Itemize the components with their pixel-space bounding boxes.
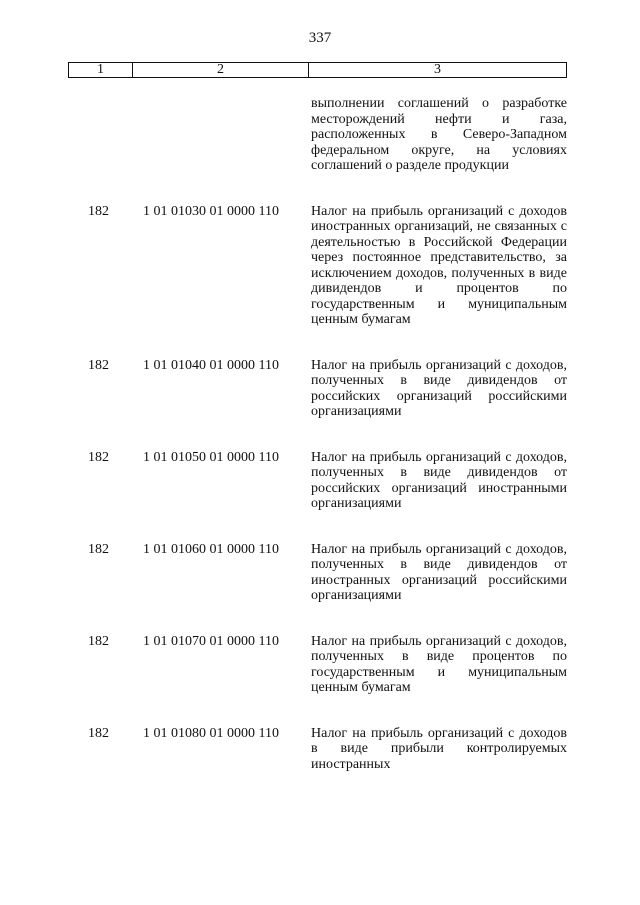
table-header: [68, 62, 567, 78]
income-description: Налог на прибыль организаций с доходов, полученных в виде дивидендов от российских организаций иностранными организациями: [311, 449, 567, 511]
budget-code: 1 01 01050 01 0000 110: [143, 449, 279, 465]
income-description: Налог на прибыль организаций с доходов, полученных в виде процентов по государственным и муниципальным ценным бумагам: [311, 633, 567, 695]
table-row: [0, 358, 640, 420]
table-row: [0, 634, 640, 696]
page-number: 337: [308, 30, 332, 46]
header-col-1: 1: [69, 63, 133, 77]
header-col-3: 3: [434, 62, 441, 77]
admin-code: 182: [88, 449, 109, 465]
admin-code: 182: [88, 725, 109, 741]
table-body: [0, 96, 640, 772]
header-col-2: 2: [133, 63, 309, 77]
budget-code: 1 01 01080 01 0000 110: [143, 725, 279, 741]
table-row: [0, 542, 640, 604]
budget-code: 1 01 01040 01 0000 110: [143, 357, 279, 373]
table-row: [0, 726, 640, 773]
budget-code: 1 01 01070 01 0000 110: [143, 633, 279, 649]
income-description: Налог на прибыль организаций с доходов, полученных в виде дивидендов от иностранных организаций российскими организациями: [311, 541, 567, 603]
admin-code: 182: [88, 357, 109, 373]
table-row: [0, 204, 640, 328]
admin-code: 182: [88, 541, 109, 557]
income-description: Налог на прибыль организаций с доходов иностранных организаций, не связанных с деятельностью в Российской Федерации через постоянное представительство, за исключением доходов, полученных в виде дивидендов и процентов по государственным и муниципальным ценным бумагам: [311, 203, 567, 327]
budget-code: 1 01 01030 01 0000 110: [143, 203, 279, 219]
admin-code: 182: [88, 633, 109, 649]
table-row: [0, 450, 640, 512]
budget-code: 1 01 01060 01 0000 110: [143, 541, 279, 557]
income-description: Налог на прибыль организаций с доходов, полученных в виде дивидендов от российских организаций российскими организациями: [311, 357, 567, 419]
income-description: Налог на прибыль организаций с доходов в виде прибыли контролируемых иностранных: [311, 725, 567, 772]
table-row: [0, 96, 640, 174]
income-description: выполнении соглашений о разработке месторождений нефти и газа, расположенных в Северо-Западном федеральном округе, на условиях соглашений о разделе продукции: [311, 96, 567, 173]
admin-code: 182: [88, 203, 109, 219]
